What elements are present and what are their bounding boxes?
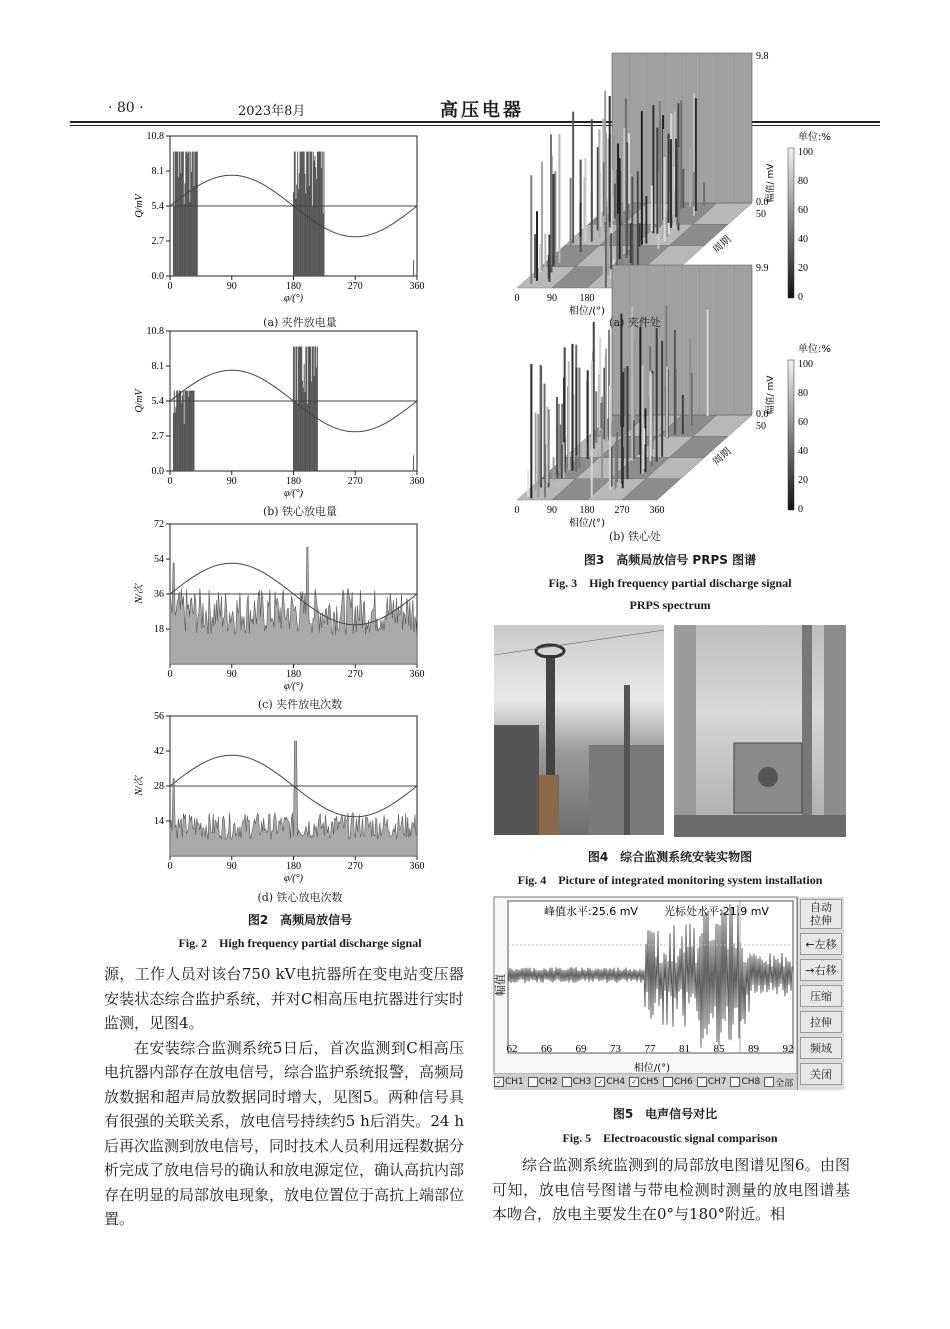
x-tick-label: 180: [286, 476, 301, 487]
fig2c-chart: [130, 518, 430, 698]
y-axis-label: N/次: [134, 776, 145, 796]
channel-selector: [494, 1074, 797, 1090]
fig2b-chart: [130, 325, 430, 505]
colorbar-tick-label: 20: [798, 263, 808, 274]
fig4-caption-en: Fig. 4 Picture of integrated monitoring system installation: [517, 873, 823, 887]
x-axis-label: φ/(°): [284, 681, 303, 692]
channel-label: CH1: [505, 1077, 524, 1087]
fig5-caption-en: Fig. 5 Electroacoustic signal comparison: [562, 1131, 778, 1145]
installation-photo-right: [674, 625, 846, 837]
phase-axis-label: 相位/(°): [568, 306, 606, 317]
fig2d-subcaption: (d) 铁心放电次数: [257, 891, 343, 904]
y-axis-label: Q/mV: [134, 194, 145, 218]
y-tick-label: 2.7: [151, 236, 164, 247]
fig4-caption-cn: 图4 综合监测系统安装实物图: [587, 850, 753, 864]
fig2a-subcaption: (a) 夹件放电量: [263, 316, 337, 329]
x-tick-label: 360: [409, 476, 425, 487]
journal-title: 高压电器: [440, 100, 524, 121]
phase-tick-label: 270: [614, 505, 630, 516]
channel-label: 全部: [775, 1078, 794, 1089]
x-tick-label: 90: [226, 476, 237, 487]
y-axis-label: Q/mV: [134, 389, 145, 413]
amplitude-max-label: 9.9: [756, 263, 769, 274]
checkbox-icon: ✓: [595, 1077, 605, 1087]
move-left-button[interactable]: ←左移: [800, 933, 842, 955]
channel-label: CH5: [640, 1077, 659, 1087]
channel-label: CH4: [606, 1077, 626, 1087]
channel-label: CH6: [673, 1077, 693, 1087]
fig2a-chart: [130, 130, 430, 310]
period-max-label: 50: [756, 421, 766, 432]
paragraph-1: 源，工作人员对该台750 kV电抗器所在变电站变压器安装状态综合监护系统，并对C相高压电抗器进行实时监测，见图4。: [104, 965, 464, 1032]
x-tick-label: 360: [409, 861, 425, 872]
phase-tick-label: 180: [579, 293, 595, 304]
y-tick-label: 18: [154, 624, 164, 635]
channel-checkbox-ch7[interactable]: [697, 1077, 727, 1087]
fig3b-subcaption: (b) 铁心处: [608, 530, 662, 543]
cursor-level-label: 光标处水平:21.9 mV: [664, 905, 769, 918]
colorbar-tick-label: 100: [798, 359, 813, 370]
colorbar: [788, 360, 794, 510]
y-tick-label: 8.1: [151, 166, 164, 177]
channel-label: CH7: [707, 1077, 727, 1087]
fig2d-chart: [130, 710, 430, 890]
checkbox-icon: [764, 1077, 774, 1087]
channel-label: CH3: [572, 1077, 592, 1087]
x-tick-label: 62: [506, 1043, 518, 1055]
checkbox-icon: [528, 1077, 538, 1087]
auto-stretch-button[interactable]: 自动 拉伸: [800, 899, 842, 929]
fig3-caption-en-2: PRPS spectrum: [629, 598, 711, 612]
installation-photo-left: [494, 625, 664, 835]
y-axis-label: N/次: [134, 584, 145, 604]
x-axis-label: φ/(°): [284, 873, 303, 884]
x-tick-label: 69: [575, 1043, 587, 1055]
x-tick-label: 360: [409, 281, 425, 292]
x-axis-label: 相位/(°): [633, 1063, 671, 1074]
amplitude-axis-label: 幅值/ mV: [766, 163, 776, 203]
colorbar-tick-label: 80: [798, 176, 808, 187]
x-tick-label: 90: [226, 861, 237, 872]
channel-checkbox-ch4[interactable]: [595, 1077, 625, 1087]
paragraph-3: 综合监测系统监测到的局部放电图谱见图6。由图可知，放电信号图谱与带电检测时测量的放电图谱基本吻合，放电主要发生在0°与180°附近。相: [492, 1156, 850, 1223]
channel-checkbox-ch1[interactable]: [494, 1077, 524, 1087]
y-tick-label: 2.7: [151, 431, 164, 442]
x-tick-label: 73: [610, 1043, 621, 1055]
checkbox-icon: [697, 1077, 707, 1087]
colorbar-tick-label: 0: [798, 292, 803, 303]
x-tick-label: 360: [409, 669, 425, 680]
left-body-text: [104, 962, 464, 1232]
x-tick-label: 180: [286, 861, 301, 872]
x-tick-label: 0: [167, 669, 173, 680]
fig2-caption-cn: 图2 高频局放信号: [247, 913, 353, 927]
page-number: · 80 ·: [108, 100, 144, 116]
fig5-button-panel: [797, 897, 844, 1090]
y-tick-label: 10.8: [146, 326, 164, 337]
move-right-button[interactable]: →右移: [800, 959, 842, 981]
fig2c-subcaption: (c) 夹件放电次数: [257, 698, 343, 711]
fig5-signal-plot: [494, 897, 797, 1074]
x-tick-label: 0: [167, 281, 173, 292]
y-tick-label: 28: [154, 781, 164, 792]
colorbar-tick-label: 20: [798, 475, 808, 486]
colorbar-tick-label: 60: [798, 417, 808, 428]
y-tick-label: 14: [154, 816, 164, 827]
period-axis-label: 周期: [711, 446, 734, 468]
x-tick-label: 81: [679, 1043, 690, 1055]
x-axis-label: φ/(°): [284, 293, 303, 304]
fig3-caption-cn: 图3 高频局放信号 PRPS 图谱: [583, 553, 757, 567]
fig5-caption-cn: 图5 电声信号对比: [612, 1107, 718, 1121]
fig2-caption-en: Fig. 2 High frequency partial discharge signal: [178, 936, 422, 950]
x-tick-label: 85: [713, 1043, 725, 1055]
colorbar-tick-label: 0: [798, 504, 803, 515]
right-body-text: [492, 1153, 850, 1227]
count-series: [170, 741, 417, 856]
x-tick-label: 270: [347, 861, 363, 872]
x-tick-label: 92: [782, 1043, 794, 1055]
colorbar-tick-label: 80: [798, 388, 808, 399]
checkbox-icon: [730, 1077, 740, 1087]
phase-tick-label: 90: [547, 293, 557, 304]
x-tick-label: 270: [347, 669, 363, 680]
y-tick-label: 0.0: [151, 466, 164, 477]
amplitude-max-label: 9.8: [756, 51, 769, 62]
x-tick-label: 0: [167, 861, 173, 872]
channel-label: CH2: [538, 1077, 558, 1087]
phase-tick-label: 0: [514, 505, 520, 516]
checkbox-icon: ✓: [494, 1077, 504, 1087]
peak-level-label: 峰值水平:25.6 mV: [544, 905, 638, 918]
colorbar-tick-label: 100: [798, 147, 813, 158]
x-tick-label: 89: [748, 1043, 759, 1055]
y-tick-label: 0.0: [151, 271, 164, 282]
frequency-domain-button[interactable]: 频域: [800, 1037, 842, 1059]
y-tick-label: 56: [154, 711, 164, 722]
x-tick-label: 66: [541, 1043, 552, 1055]
paragraph-2: 在安装综合监测系统5日后，首次监测到C相高压电抗器内部存在放电信号，综合监护系统报警，高频局放数据和超声局放数据同时增大，见图5。两种信号具有很强的关联关系，放电信号持续约5 h后消失。24 h后再次监测到放电信号，同时技术人员利用远程数据分析完成了放电信号的确认和放电源定位，确认高抗内部存在明显的局部放电现象，放电位置位于高抗上端部位置。: [104, 1038, 465, 1228]
colorbar-tick-label: 40: [798, 446, 808, 457]
compress-button[interactable]: 压缩: [800, 985, 842, 1007]
unit-label: 单位:%: [798, 344, 831, 355]
unit-label: 单位:%: [798, 132, 831, 143]
x-tick-label: 270: [347, 281, 363, 292]
x-tick-label: 90: [226, 669, 237, 680]
period-axis-label: 周期: [711, 234, 734, 256]
count-series: [170, 547, 417, 664]
x-tick-label: 180: [286, 669, 301, 680]
y-tick-label: 10.8: [146, 131, 164, 142]
close-button[interactable]: 关闭: [800, 1063, 842, 1085]
colorbar-tick-label: 40: [798, 234, 808, 245]
checkbox-icon: [663, 1077, 673, 1087]
channel-checkbox-ch5[interactable]: [629, 1077, 659, 1087]
x-tick-label: 180: [286, 281, 301, 292]
header-rule: [70, 121, 880, 123]
channel-checkbox-ch3[interactable]: [562, 1077, 592, 1087]
colorbar: [788, 148, 794, 298]
amplitude-min-label: 0.0: [756, 409, 769, 420]
y-tick-label: 54: [154, 554, 164, 565]
x-tick-label: 270: [347, 476, 363, 487]
checkbox-icon: [562, 1077, 572, 1087]
header-date: 2023年8月: [238, 104, 306, 119]
fig3-caption-en-1: Fig. 3 High frequency partial discharge signal: [548, 576, 792, 590]
phase-tick-label: 0: [514, 293, 520, 304]
x-tick-label: 77: [644, 1043, 656, 1055]
y-tick-label: 36: [154, 589, 164, 600]
fig3a-subcaption: (a) 夹件处: [609, 316, 661, 329]
phase-axis-label: 相位/(°): [568, 518, 606, 529]
stretch-button[interactable]: 拉伸: [800, 1011, 842, 1033]
channel-checkbox-ch2[interactable]: [528, 1077, 558, 1087]
y-axis-label: 幅值: [494, 974, 507, 996]
y-tick-label: 72: [154, 519, 164, 530]
channel-checkbox-全部[interactable]: [764, 1076, 793, 1089]
channel-checkbox-ch6[interactable]: [663, 1077, 693, 1087]
phase-tick-label: 360: [649, 505, 665, 516]
x-tick-label: 90: [226, 281, 237, 292]
colorbar-tick-label: 60: [798, 205, 808, 216]
checkbox-icon: ✓: [629, 1077, 639, 1087]
amplitude-min-label: 0.0: [756, 197, 769, 208]
y-tick-label: 5.4: [151, 396, 164, 407]
phase-tick-label: 180: [579, 505, 595, 516]
channel-label: CH8: [741, 1077, 761, 1087]
period-max-label: 50: [756, 209, 766, 220]
x-axis-label: φ/(°): [284, 488, 303, 499]
phase-tick-label: 90: [547, 505, 557, 516]
y-tick-label: 5.4: [151, 201, 164, 212]
y-tick-label: 8.1: [151, 361, 164, 372]
channel-checkbox-ch8[interactable]: [730, 1077, 760, 1087]
header-rule-thin: [70, 125, 880, 126]
y-tick-label: 42: [154, 746, 164, 757]
fig2b-subcaption: (b) 铁心放电量: [262, 505, 338, 518]
amplitude-axis-label: 幅值/ mV: [766, 375, 776, 415]
x-tick-label: 0: [167, 476, 173, 487]
